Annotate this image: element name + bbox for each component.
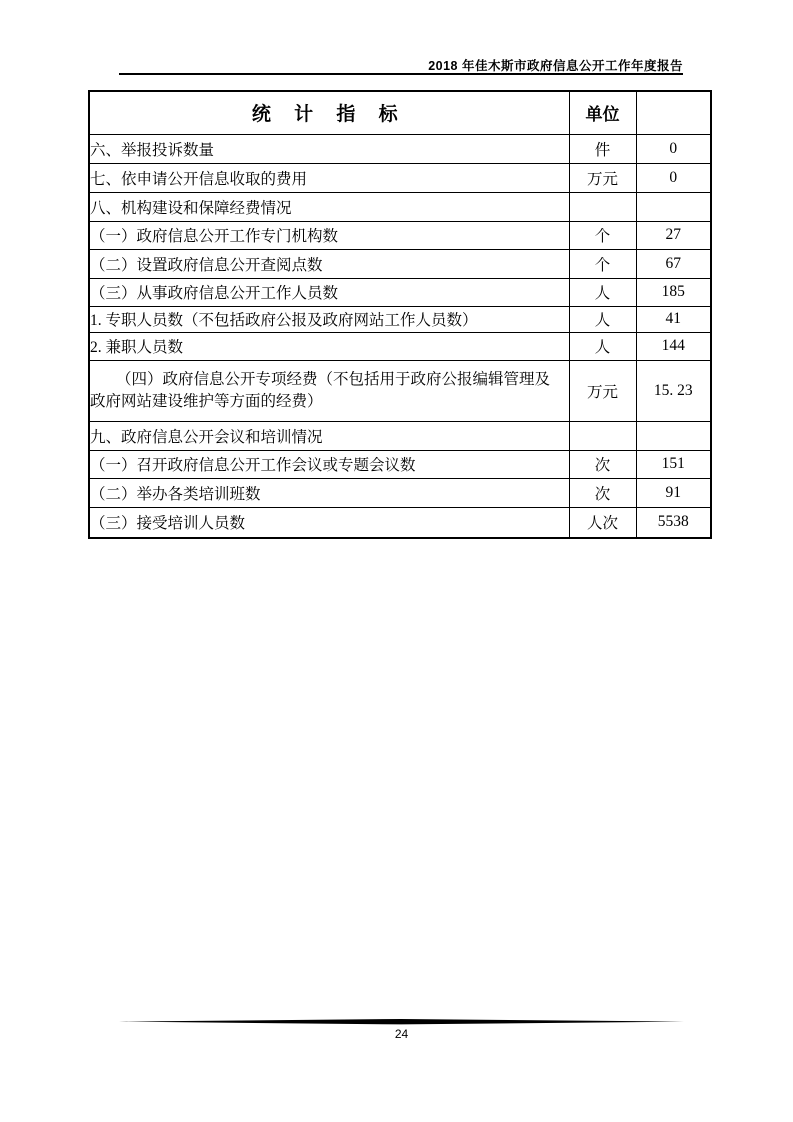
cell-unit: 人 [569,306,636,332]
cell-indicator: （二）举办各类培训班数 [89,478,569,507]
table-row [89,278,711,306]
table-row [89,192,711,221]
cell-unit [569,192,636,221]
cell-value: 5538 [636,507,711,538]
cell-value: 144 [636,332,711,360]
cell-indicator: 2. 兼职人员数 [89,332,569,360]
footer-rule [119,1019,684,1025]
cell-indicator: （一）召开政府信息公开工作会议或专题会议数 [89,450,569,478]
cell-value: 0 [636,134,711,163]
cell-unit: 人次 [569,507,636,538]
cell-indicator: 八、机构建设和保障经费情况 [89,192,569,221]
cell-value: 91 [636,478,711,507]
cell-indicator-text: （四）政府信息公开专项经费（不包括用于政府公报编辑管理及 政府网站建设维护等方面的经费） [90,370,551,410]
table-row [89,134,711,163]
cell-indicator: 七、依申请公开信息收取的费用 [89,163,569,192]
cell-indicator: 六、举报投诉数量 [89,134,569,163]
cell-value: 41 [636,306,711,332]
cell-unit: 万元 [569,163,636,192]
cell-unit: 次 [569,450,636,478]
cell-unit: 万元 [569,360,636,421]
cell-indicator: （三）从事政府信息公开工作人员数 [89,278,569,306]
cell-value [636,192,711,221]
table-row [89,421,711,450]
table-row [89,306,711,332]
table-header-unit: 单位 [569,91,636,134]
page-number: 24 [394,1027,409,1041]
statistics-table [88,90,712,539]
table-header-row [89,91,711,134]
cell-unit: 件 [569,134,636,163]
table-row [89,221,711,249]
cell-value: 67 [636,249,711,278]
cell-indicator: （一）政府信息公开工作专门机构数 [89,221,569,249]
cell-unit: 人 [569,332,636,360]
cell-unit: 人 [569,278,636,306]
cell-indicator: 1. 专职人员数（不包括政府公报及政府网站工作人员数） [89,306,569,332]
table-row [89,163,711,192]
cell-indicator: 九、政府信息公开会议和培训情况 [89,421,569,450]
cell-indicator [89,360,569,421]
table-row [89,249,711,278]
cell-indicator: （三）接受培训人员数 [89,507,569,538]
table-row [89,507,711,538]
table-row [89,478,711,507]
cell-unit: 个 [569,249,636,278]
cell-value: 0 [636,163,711,192]
cell-value [636,421,711,450]
cell-indicator: （二）设置政府信息公开查阅点数 [89,249,569,278]
cell-value: 151 [636,450,711,478]
cell-value: 185 [636,278,711,306]
doc-header-title: 2018 年佳木斯市政府信息公开工作年度报告 [428,59,683,73]
table-row [89,450,711,478]
cell-value: 27 [636,221,711,249]
table-row [89,332,711,360]
cell-unit: 次 [569,478,636,507]
cell-value: 15. 23 [636,360,711,421]
table-header-value [636,91,711,134]
table-row [89,360,711,421]
doc-header-rule [119,73,683,75]
cell-unit: 个 [569,221,636,249]
cell-unit [569,421,636,450]
table-header-indicator: 统 计 指 标 [89,91,569,134]
